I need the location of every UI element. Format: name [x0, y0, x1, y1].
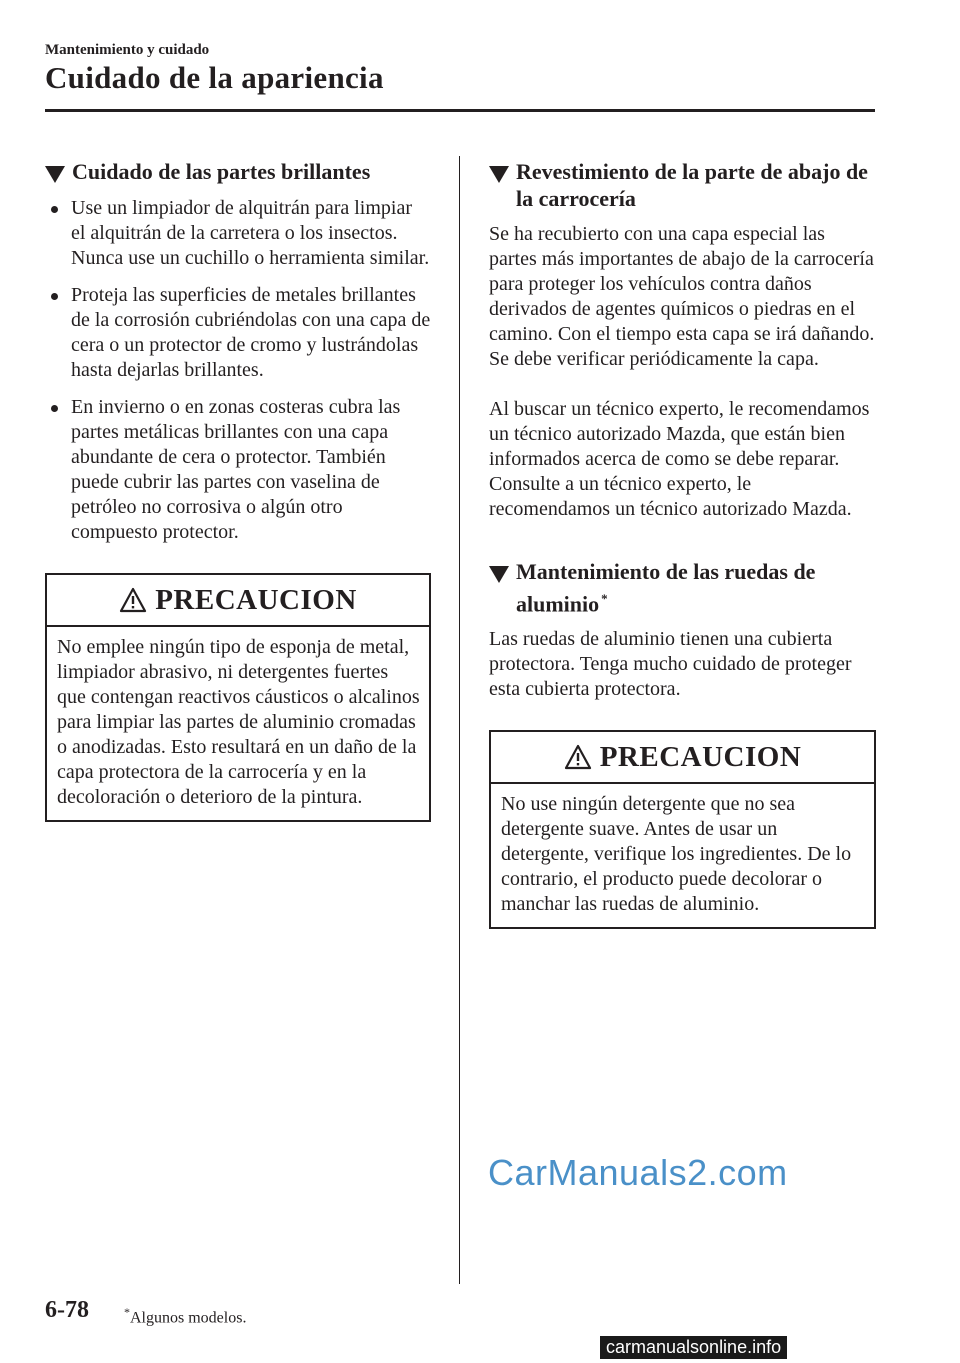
heading-aluminum-wheels — [489, 558, 876, 617]
heading-underbody-coating — [489, 158, 876, 212]
caution-box — [45, 573, 431, 822]
list-item-text: Use un limpiador de alquitrán para limpiar el alquitrán de la carretera o los insectos. Nunca use un cuchillo o herramienta similar. — [71, 197, 430, 269]
right-column — [489, 158, 876, 929]
warning-triangle-icon — [119, 587, 147, 613]
heading-text: Cuidado de las partes brillantes — [72, 159, 371, 184]
caution-header — [491, 732, 874, 784]
footnote-text: Algunos modelos. — [130, 1309, 247, 1327]
triangle-down-icon — [489, 166, 509, 183]
caution-title: PRECAUCION — [155, 583, 357, 616]
site-watermark: carmanualsonline.info — [600, 1336, 787, 1359]
list-item — [45, 196, 431, 271]
caution-box — [489, 730, 876, 929]
list-item — [45, 395, 431, 545]
heading-shiny-parts — [45, 158, 431, 185]
page-title: Cuidado de la apariencia — [45, 60, 384, 95]
paragraph: Al buscar un técnico experto, le recomendamos un técnico autorizado Mazda, que están bien informados acerca de como se debe reparar. Consulte a un técnico experto, le recomendamos un técnico autorizado Mazda. — [489, 398, 870, 520]
warning-triangle-icon — [564, 744, 592, 770]
footnote — [122, 1305, 246, 1327]
page-number: 6-78 — [45, 1297, 89, 1323]
list-item — [45, 283, 431, 383]
triangle-down-icon — [489, 566, 509, 583]
paragraph: Se ha recubierto con una capa especial las partes más importantes de abajo de la carrocería para proteger los vehículos contra daños derivados de agentes químicos o piedras en el camino. Con el tiempo esta capa se irá dañando. Se debe verificar periódicamente la capa. — [489, 223, 875, 370]
caution-body: No use ningún detergente que no sea detergente suave. Antes de usar un detergente, verifique los ingredientes. De lo contrario, el producto puede decolorar o manchar las ruedas de aluminio. — [501, 793, 852, 916]
asterisk-icon: * — [601, 591, 608, 606]
bullet-icon — [51, 405, 58, 412]
section-label: Mantenimiento y cuidado — [45, 42, 210, 58]
bullet-icon — [51, 206, 58, 213]
caution-body: No emplee ningún tipo de esponja de metal, limpiador abrasivo, ni detergentes fuertes que contengan reactivos cáusticos o alcalinos para limpiar las partes de aluminio cromadas o anodizadas. Esto resultará en un daño de la capa protectora de la carrocería y en la decoloración o deterioro de la pintura. — [57, 636, 420, 808]
carmanuals-watermark: CarManuals2.com — [488, 1152, 788, 1193]
caution-title: PRECAUCION — [599, 740, 802, 773]
column-divider — [459, 156, 460, 1284]
bullet-icon — [51, 293, 58, 300]
triangle-down-icon — [45, 166, 65, 183]
header-rule — [45, 109, 875, 112]
paragraph: Las ruedas de aluminio tienen una cubierta protectora. Tenga mucho cuidado de proteger esta cubierta protectora. — [489, 628, 852, 701]
heading-text: Mantenimiento de las ruedas de aluminio — [516, 559, 816, 617]
heading-text: Revestimiento de la parte de abajo de la carrocería — [516, 159, 868, 211]
left-column — [45, 158, 431, 822]
list-item-text: En invierno o en zonas costeras cubra las partes metálicas brillantes con una capa abundante de cera o protector. También puede cubrir las partes con vaselina de petróleo no corrosiva o algún otro compuesto protector. — [71, 396, 401, 543]
list-item-text: Proteja las superficies de metales brillantes de la corrosión cubriéndolas con una capa de cera o un protector de cromo y lustrándolas hasta dejarlas brillantes. — [71, 284, 431, 381]
caution-header — [47, 575, 429, 627]
bullet-list — [45, 196, 431, 545]
asterisk-icon: * — [124, 1305, 130, 1319]
